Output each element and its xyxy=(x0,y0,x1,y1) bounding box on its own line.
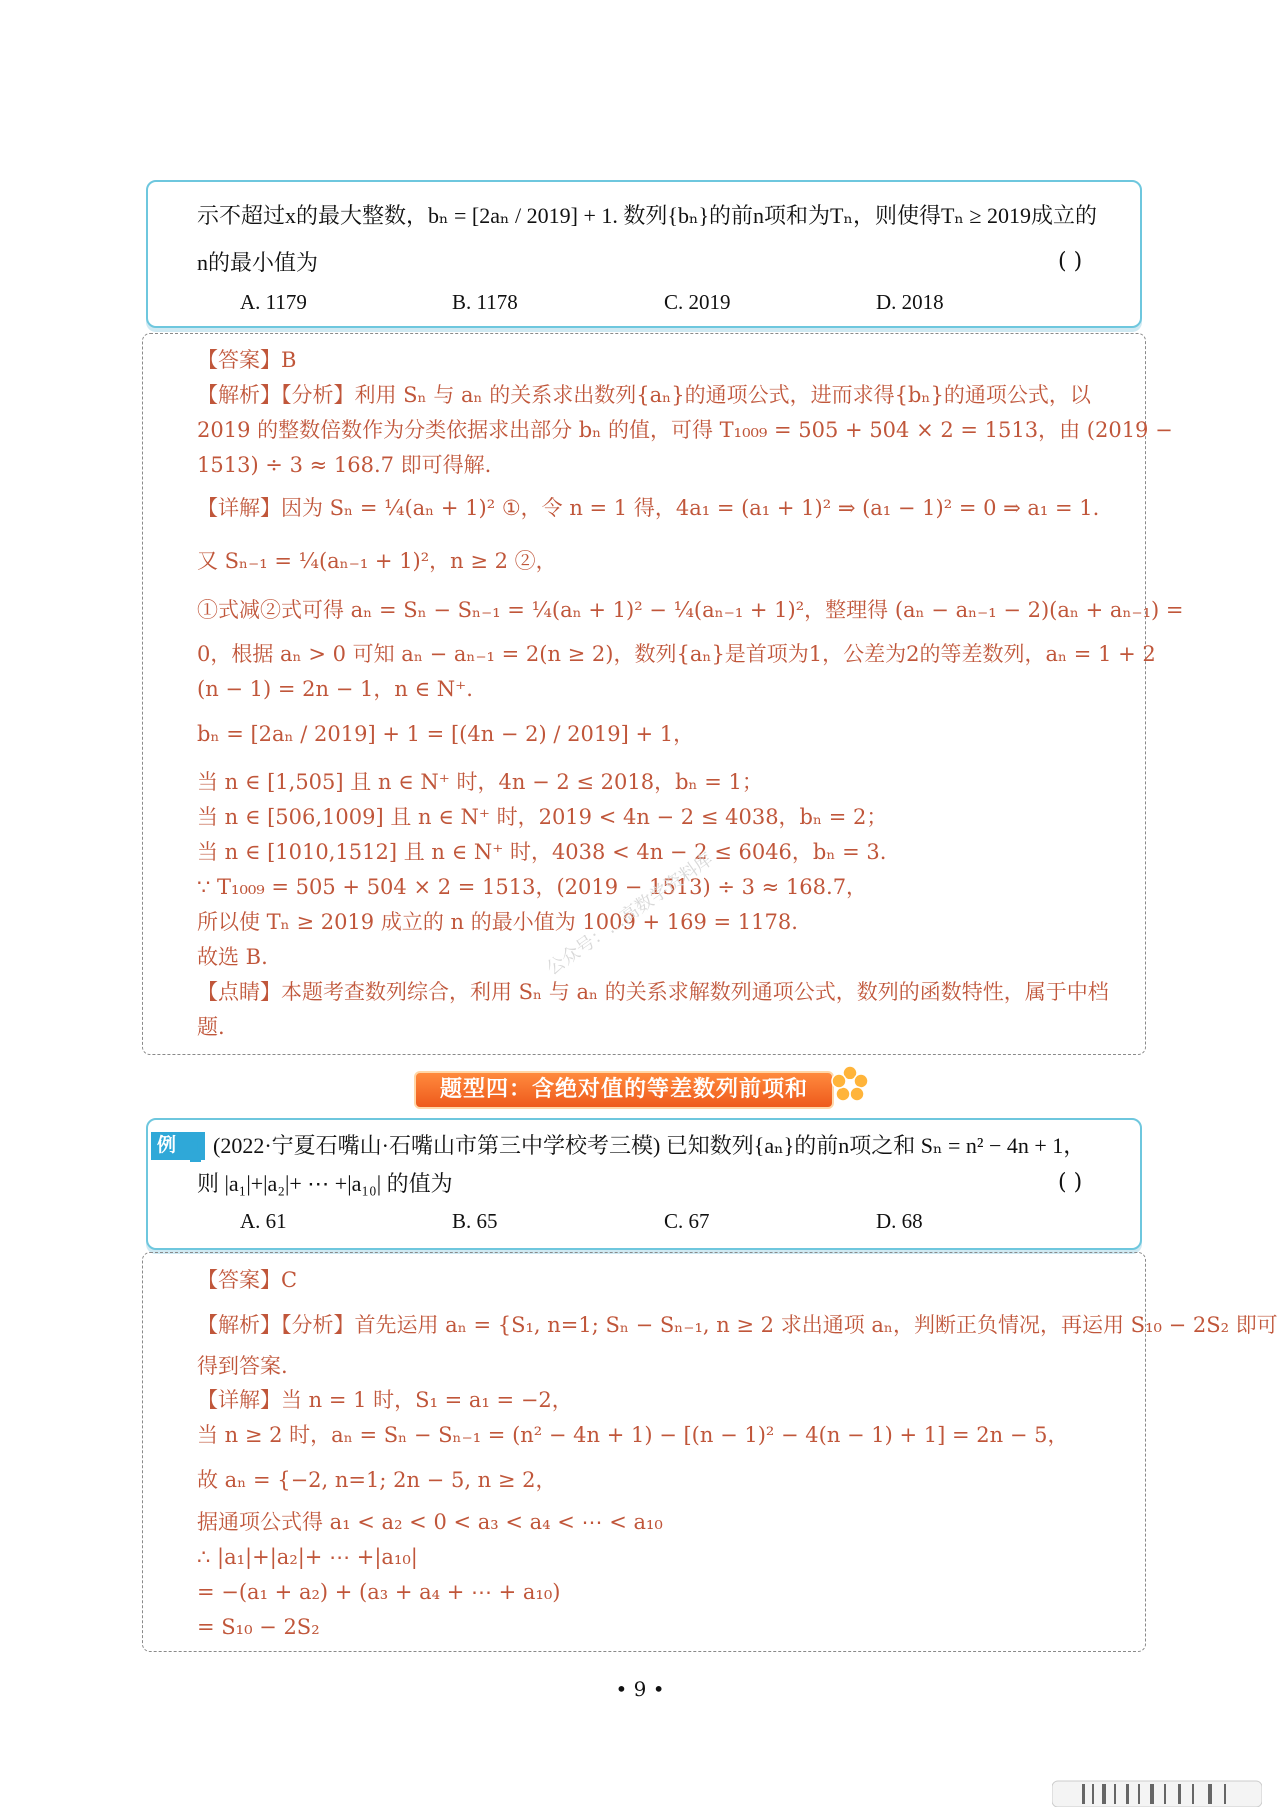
answer-blank: ( ) xyxy=(1058,249,1083,274)
solution-1-line: 当 n ∈ [1010,1512] 且 n ∈ N⁺ 时，4038 < 4n − 2 ≤ 6046，bₙ = 3. xyxy=(197,840,887,864)
option-d: D. 68 xyxy=(876,1209,923,1233)
option-c: C. 2019 xyxy=(664,290,731,314)
solution-1-line: 所以使 Tₙ ≥ 2019 成立的 n 的最小值为 1009 + 169 = 1178. xyxy=(197,910,798,934)
solution-2-line: 据通项公式得 a₁ < a₂ < 0 < a₃ < a₄ < ⋯ < a₁₀ xyxy=(197,1510,663,1534)
solution-2-line: 得到答案. xyxy=(197,1354,288,1378)
option-a: A. 1179 xyxy=(240,290,307,314)
solution-2-line: 当 n ≥ 2 时，aₙ = Sₙ − Sₙ₋₁ = (n² − 4n + 1) − [(n − 1)² − 4(n − 1) + 1] = 2n − 5， xyxy=(197,1423,1069,1447)
section-banner xyxy=(414,1071,834,1109)
question-1-line-2: n的最小值为 xyxy=(197,250,319,275)
solution-2-line: 【详解】当 n = 1 时，S₁ = a₁ = −2， xyxy=(197,1388,573,1412)
solution-1-line: 当 n ∈ [1,505] 且 n ∈ N⁺ 时，4n − 2 ≤ 2018，bₙ = 1； xyxy=(197,770,763,794)
example-label-text: 例 xyxy=(157,1135,177,1156)
question-2-line-1: (2022·宁夏石嘴山·石嘴山市第三中学校考三模) 已知数列{aₙ}的前n项之和 Sₙ = n² − 4n + 1， xyxy=(213,1133,1086,1158)
answer-blank-2: ( ) xyxy=(1058,1170,1083,1195)
solution-1-line: 2019 的整数倍数作为分类依据求出部分 bₙ 的值，可得 T₁₀₀₉ = 505 + 504 × 2 = 1513，由 (2019 − xyxy=(197,418,1173,442)
solution-1-line: ∵ T₁₀₀₉ = 505 + 504 × 2 = 1513，(2019 − 1513) ÷ 3 ≈ 168.7， xyxy=(197,875,868,899)
watermark: 公众号：…高数学资料库 xyxy=(542,848,717,980)
question-1-line-1: 示不超过x的最大整数，bₙ = [2aₙ / 2019] + 1. 数列{bₙ}的前n项和为Tₙ，则使得Tₙ ≥ 2019成立的 xyxy=(197,203,1098,228)
page-number: • 9 • xyxy=(615,1677,665,1701)
solution-1-line: 0，根据 aₙ > 0 可知 aₙ − aₙ₋₁ = 2(n ≥ 2)，数列{aₙ}是首项为1，公差为2的等差数列，aₙ = 1 + 2 xyxy=(197,642,1156,666)
barcode-icon xyxy=(1052,1775,1262,1807)
solution-1-line: 【详解】因为 Sₙ = ¼(aₙ + 1)² ①，令 n = 1 得，4a₁ = (a₁ + 1)² ⇒ (a₁ − 1)² = 0 ⇒ a₁ = 1. xyxy=(197,496,1100,520)
solution-2-answer: 【答案】C xyxy=(197,1268,298,1292)
solution-1-line: ①式减②式可得 aₙ = Sₙ − Sₙ₋₁ = ¼(aₙ + 1)² − ¼(aₙ₋₁ + 1)²，整理得 (aₙ − aₙ₋₁ − 2)(aₙ + aₙ₋₁) = xyxy=(197,598,1184,622)
solution-2-line: 故 aₙ = {−2, n=1; 2n − 5, n ≥ 2， xyxy=(197,1468,557,1492)
solution-1-line: 又 Sₙ₋₁ = ¼(aₙ₋₁ + 1)²，n ≥ 2 ②， xyxy=(197,549,557,573)
solution-1-line: 【解析】【分析】利用 Sₙ 与 aₙ 的关系求出数列{aₙ}的通项公式，进而求得{bₙ}的通项公式，以 xyxy=(197,383,1091,407)
solution-1-line: 1513) ÷ 3 ≈ 168.7 即可得解. xyxy=(197,453,492,477)
solution-1-line: (n − 1) = 2n − 1，n ∈ N⁺. xyxy=(197,677,473,701)
option-a: A. 61 xyxy=(240,1209,287,1233)
solution-1-answer: 【答案】B xyxy=(197,348,297,372)
solution-2-line: = −(a₁ + a₂) + (a₃ + a₄ + ⋯ + a₁₀) xyxy=(197,1580,561,1604)
solution-1-line: 故选 B. xyxy=(197,945,268,969)
example-number: 1 xyxy=(190,1132,201,1162)
option-b: B. 1178 xyxy=(452,290,518,314)
option-d: D. 2018 xyxy=(876,290,944,314)
solution-1-line: 【点睛】本题考查数列综合，利用 Sₙ 与 aₙ 的关系求解数列通项公式，数列的函数特性，属于中档 xyxy=(197,980,1109,1004)
section-title: 题型四：含绝对值的等差数列前项和 xyxy=(439,1077,808,1102)
solution-1-line: bₙ = [2aₙ / 2019] + 1 = [(4n − 2) / 2019] + 1， xyxy=(197,722,695,746)
solution-1-line: 题. xyxy=(197,1015,225,1039)
solution-1-line: 当 n ∈ [506,1009] 且 n ∈ N⁺ 时，2019 < 4n − 2 ≤ 4038，bₙ = 2； xyxy=(197,805,888,829)
solution-2-line: 【解析】【分析】首先运用 aₙ = {S₁, n=1; Sₙ − Sₙ₋₁, n ≥ 2 求出通项 aₙ，判断正负情况，再运用 S₁₀ − 2S₂ 即可 xyxy=(197,1313,1278,1337)
solution-2-line: ∴ |a₁|+|a₂|+ ⋯ +|a₁₀| xyxy=(197,1545,418,1569)
option-b: B. 65 xyxy=(452,1209,498,1233)
flower-icon xyxy=(830,1064,870,1104)
question-2-line-2: 则 |a₁|+|a₂|+ ⋯ +|a₁₀| 的值为 xyxy=(197,1171,453,1196)
solution-2-line: = S₁₀ − 2S₂ xyxy=(197,1615,320,1639)
option-c: C. 67 xyxy=(664,1209,710,1233)
